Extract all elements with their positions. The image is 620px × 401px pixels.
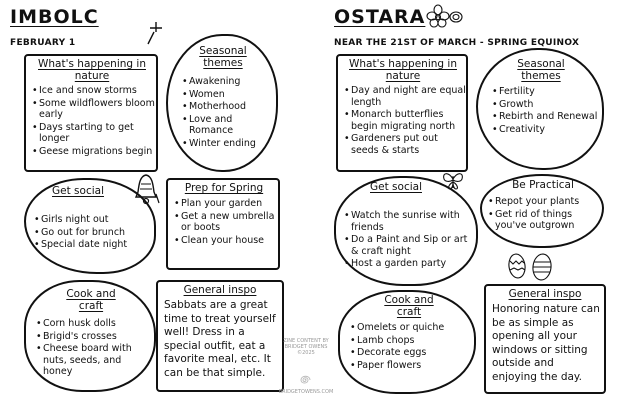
ostara-cook-list	[350, 322, 474, 372]
list-item: • Motherhood	[182, 101, 276, 113]
imbolc-prep-list	[174, 198, 278, 247]
list-item: • Fertility	[492, 86, 598, 98]
imbolc-themes-list	[182, 76, 276, 150]
imbolc-prep-heading: Prep for Spring	[184, 182, 264, 194]
list-item: • Days starting to get longer	[32, 122, 156, 145]
ostara-nature-list	[344, 85, 466, 157]
imbolc-nature-box	[24, 54, 158, 172]
ostara-themes-list	[492, 86, 598, 136]
imbolc-prep-box	[166, 178, 280, 270]
list-item: • Lamb chops	[350, 335, 474, 347]
imbolc-date: FEBRUARY 1	[10, 38, 76, 48]
credit-year: ©2025	[297, 350, 315, 356]
list-item: • Girls night out	[34, 214, 154, 226]
list-item: • Do a Paint and Sip or art & craft night	[344, 234, 474, 257]
ostara-practical-blob	[480, 174, 604, 248]
list-item: • Omelets or quiche	[350, 322, 474, 334]
ostara-social-blob	[334, 176, 478, 286]
imbolc-social-list	[34, 214, 154, 252]
list-item: • Women	[182, 89, 276, 101]
egg-icon	[504, 250, 556, 282]
imbolc-nature-heading: What's happening in nature	[38, 58, 146, 82]
ostara-nature-box	[336, 54, 468, 172]
sparkle-icon	[144, 20, 168, 48]
list-item: • Paper flowers	[350, 360, 474, 372]
imbolc-themes-blob	[166, 34, 278, 172]
imbolc-inspo-box	[156, 280, 284, 392]
list-item: • Geese migrations begin	[32, 146, 156, 158]
ostara-inspo-heading: General inspo	[508, 288, 582, 300]
imbolc-cook-list	[36, 318, 150, 379]
imbolc-cook-blob	[24, 280, 156, 392]
list-item: • Day and night are equal length	[344, 85, 466, 108]
credit	[278, 338, 334, 356]
list-item: • Some wildflowers bloom early	[32, 98, 156, 121]
list-item: • Brigid's crosses	[36, 331, 150, 343]
list-item: • Awakening	[182, 76, 276, 88]
ostara-nature-heading: What's happening in nature	[349, 58, 457, 82]
list-item: • Love and Romance	[182, 114, 276, 137]
list-item: • Cheese board with nuts, seeds, and honey	[36, 343, 150, 378]
list-item: • Host a garden party	[344, 258, 474, 270]
ostara-inspo-text: Honoring nature can be as simple as opening all your windows or sitting outside and enjoying the day.	[492, 303, 600, 383]
credit-author: ZINE CONTENT BY BRIDGET OWENS	[283, 338, 329, 350]
list-item: • Gardeners put out seeds & starts	[344, 133, 466, 156]
list-item: • Winter ending	[182, 138, 276, 150]
imbolc-inspo-text: Sabbats are a great time to treat yourself well! Dress in a special outfit, eat a favorite meal, etc. It can be that simple.	[164, 299, 276, 379]
list-item: • Growth	[492, 99, 598, 111]
list-item: • Repot your plants	[488, 196, 600, 208]
list-item: • Ice and snow storms	[32, 85, 156, 97]
list-item: • Plan your garden	[174, 198, 278, 210]
credit-website: BRIDGETOWENS.COM	[278, 389, 334, 395]
ostara-themes-heading: Seasonal themes	[517, 58, 565, 82]
ostara-practical-list	[488, 196, 600, 233]
list-item: • Get rid of things you've outgrown	[488, 209, 600, 232]
butterfly-icon	[440, 170, 466, 192]
flower-icon	[424, 4, 466, 34]
list-item: • Watch the sunrise with friends	[344, 210, 474, 233]
list-item: • Special date night	[34, 239, 154, 251]
imbolc-inspo-heading: General inspo	[183, 284, 257, 296]
ostara-inspo-box	[484, 284, 606, 394]
list-item: • Clean your house	[174, 235, 278, 247]
ostara-title: OSTARA	[334, 6, 426, 28]
ostara-cook-heading: Cook and craft	[384, 294, 434, 318]
list-item: • Go out for brunch	[34, 227, 154, 239]
bell-icon	[132, 172, 160, 206]
list-item: • Corn husk dolls	[36, 318, 150, 330]
ostara-practical-heading: Be Practical	[512, 179, 574, 191]
imbolc-cook-heading: Cook and craft	[66, 288, 116, 312]
list-item: • Creativity	[492, 124, 598, 136]
imbolc-social-heading: Get social	[52, 185, 104, 197]
list-item: • Rebirth and Renewal	[492, 111, 598, 123]
list-item: • Get a new umbrella or boots	[174, 211, 278, 234]
list-item: • Decorate eggs	[350, 347, 474, 359]
ostara-themes-blob	[476, 48, 604, 170]
imbolc-title: IMBOLC	[10, 6, 99, 28]
ostara-social-heading: Get social	[370, 181, 422, 193]
spiral-icon	[296, 372, 314, 388]
ostara-social-list	[344, 210, 474, 271]
ostara-cook-blob	[338, 290, 476, 394]
imbolc-nature-list	[32, 85, 156, 158]
imbolc-themes-heading: Seasonal themes	[199, 45, 247, 69]
ostara-date: NEAR THE 21ST OF MARCH - SPRING EQUINOX	[334, 38, 580, 48]
list-item: • Monarch butterflies begin migrating north	[344, 109, 466, 132]
